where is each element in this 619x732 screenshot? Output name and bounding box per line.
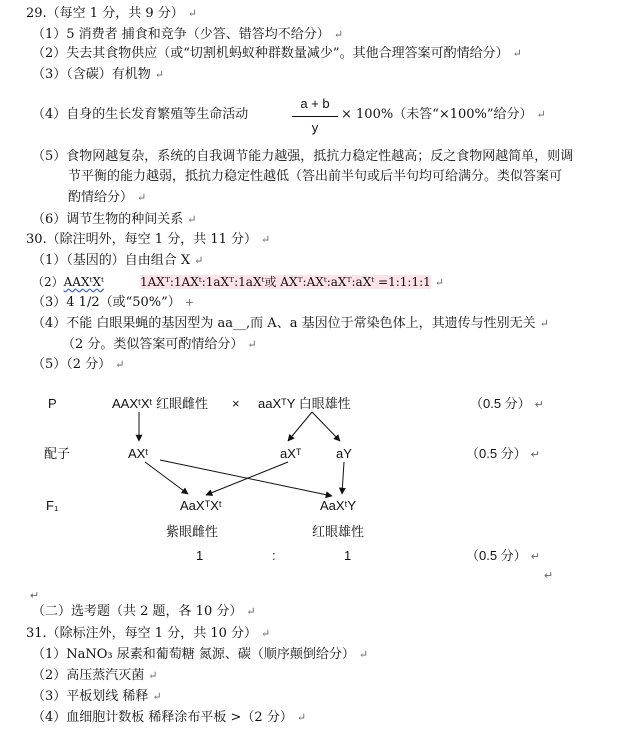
- score-p: （0.5 分） ↵: [470, 396, 544, 411]
- q30-genotype-parent: AAXᵗXᵗ: [63, 275, 104, 289]
- f1-male: AaXᵗY: [320, 498, 357, 513]
- parent-male: aaXᵀY 白眼雄性: [258, 396, 351, 411]
- ratio-left: 1: [196, 548, 204, 563]
- q29-answer-4-suffix: × 100%（未答“×100%”给分） ↵: [341, 107, 546, 122]
- q30-answer-2: （2）AAXᵗXᵗ 1AXᵀ:1AXᵗ:1aXᵀ:1aXᵗ或 AXᵀ:AXᵗ:aXᵀ:aXᵗ =1:1:1:1 ↵: [32, 275, 444, 289]
- paragraph-mark: ↵: [30, 590, 40, 602]
- q30-answer-4-line2: （2 分。类似答案可酌情给分） ↵: [62, 337, 257, 352]
- q30-answer-5: （5）（2 分） ↵: [32, 357, 125, 372]
- arrow-male-to-gamete-y: [312, 412, 340, 441]
- q29-answer-2: （2）失去其食物供应（或“切割机蚂蚁种群数量减少”。其他合理答案可酌情给分） ↵: [32, 46, 522, 61]
- f1-female: AaXᵀXᵗ: [180, 498, 222, 513]
- q31-answer-2: （2）高压蒸汽灭菌 ↵: [32, 668, 158, 683]
- ratio-colon: :: [272, 548, 276, 563]
- arrow-axt-to-f1-female: [206, 462, 288, 495]
- fraction-denominator: y: [311, 120, 319, 135]
- q29-title: 29.（每空 1 分，共 9 分） ↵: [26, 6, 197, 21]
- q29-answer-5-line3: 酌情给分） ↵: [68, 190, 147, 205]
- gamete-female: AXᵗ: [128, 446, 149, 461]
- q29-answer-4-prefix: （4）自身的生长发育繁殖等生命活动: [32, 107, 249, 122]
- score-ratio: （0.5 分） ↵: [466, 548, 540, 563]
- gamete-male-y: aY: [336, 446, 352, 461]
- cross-sign: ×: [232, 396, 240, 411]
- q29-answer-6: （6）调节生物的种间关系 ↵: [32, 212, 197, 227]
- q29-answer-3: （3）（含碳）有机物 ↵: [32, 67, 164, 82]
- row-label-p: P: [48, 396, 57, 411]
- arrow-ax-to-f1-male: [160, 460, 332, 496]
- row-label-f1: F₁: [46, 498, 59, 513]
- row-label-gamete: 配子: [44, 446, 71, 461]
- f1-female-phenotype: 紫眼雌性: [166, 524, 219, 539]
- q31-answer-3: （3）平板划线 稀释 ↵: [32, 689, 162, 704]
- q30-title: 30.（除注明外，每空 1 分，共 11 分） ↵: [26, 232, 271, 247]
- fraction-numerator: a + b: [300, 96, 330, 111]
- ratio-right: 1: [344, 548, 352, 563]
- parent-female: AAXᵗXᵗ 红眼雌性: [112, 396, 209, 411]
- q29-answer-5-line2: 节平衡的能力越弱，抵抗力稳定性越低（答出前半句或后半句均可给满分。类似答案可: [68, 169, 563, 184]
- q30-answer-4-line1: （4）不能 白眼果蝇的基因型为 aa__,而 A、a 基因位于常染色体上，其遗传与性别无关 ↵: [32, 316, 549, 331]
- q29-answer-5-line1: （5）食物网越复杂，系统的自我调节能力越强，抵抗力稳定性越高；反之食物网越简单，则调: [32, 149, 574, 164]
- score-gamete: （0.5 分） ↵: [466, 446, 540, 461]
- f1-male-phenotype: 红眼雄性: [312, 524, 365, 539]
- q30-answer-1: （1）（基因的）自由组合 X ↵: [32, 253, 204, 268]
- q29-answer-1: （1）5 消费者 捕食和竞争（少答、错答均不给分） ↵: [32, 27, 344, 42]
- paragraph-mark: ↵: [544, 570, 554, 582]
- q30-answer-3: （3）4 1/2（或“50%”） +: [32, 295, 195, 310]
- q31-answer-1: （1）NaNO₃ 尿素和葡萄糖 氮源、碳（顺序颠倒给分） ↵: [32, 647, 369, 662]
- arrow-ay-to-f1-male: [342, 462, 344, 494]
- arrow-ax-to-f1-female: [145, 462, 188, 494]
- section-2-title: （二）选考题（共 2 题，各 10 分） ↵: [32, 604, 256, 619]
- gamete-male-x: aXᵀ: [280, 446, 302, 461]
- q31-title: 31.（除标注外，每空 1 分，共 10 分） ↵: [26, 626, 271, 641]
- q30-gamete-ratio: 1AXᵀ:1AXᵗ:1aXᵀ:1aXᵗ或 AXᵀ:AXᵗ:aXᵀ:aXᵗ =1:1:1:1: [139, 275, 431, 289]
- arrow-male-to-gamete-x: [288, 412, 312, 441]
- q31-answer-4: （4）血细胞计数板 稀释涂布平板 >（2 分） ↵: [32, 710, 307, 725]
